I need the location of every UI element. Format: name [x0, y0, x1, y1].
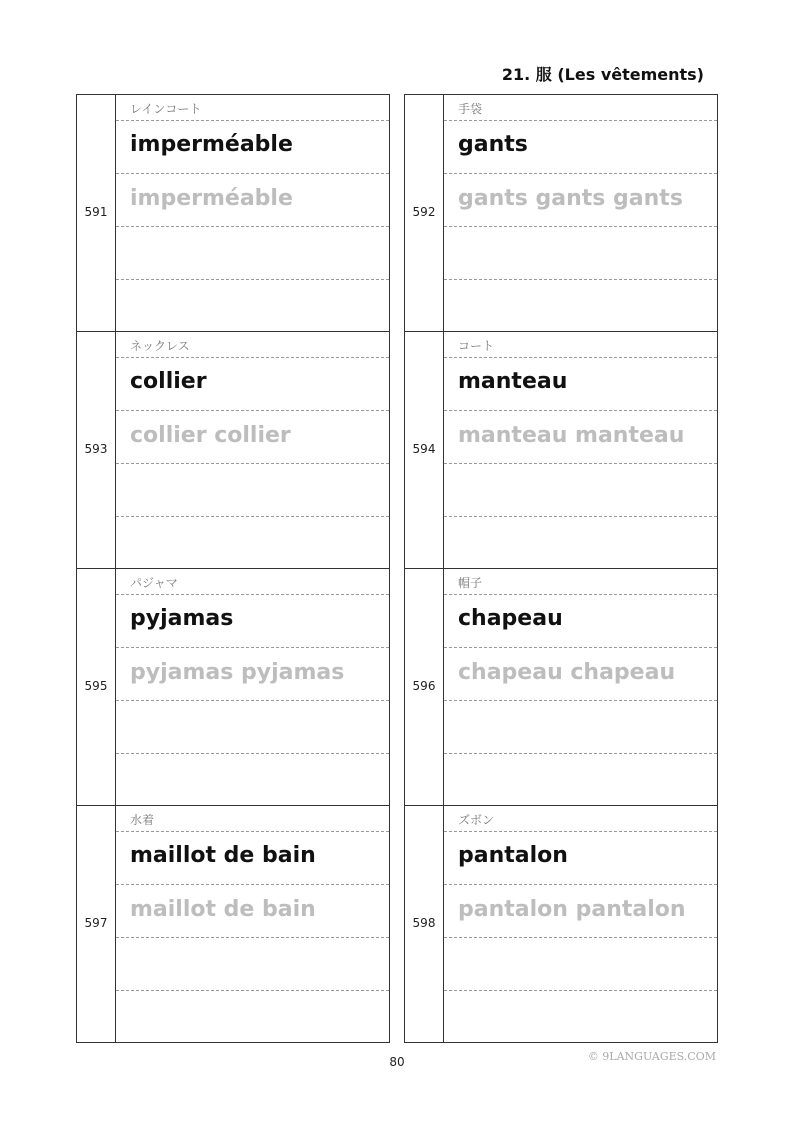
- right-column: [404, 94, 718, 1043]
- writing-line: [444, 227, 717, 280]
- writing-line: [116, 227, 389, 280]
- japanese-hint: 帽子: [458, 576, 483, 590]
- writing-line: [116, 991, 389, 1044]
- japanese-hint: パジャマ: [130, 576, 178, 590]
- vocab-entry: [77, 569, 389, 806]
- vocab-entry: [77, 95, 389, 332]
- entry-number: 594: [412, 442, 436, 456]
- writing-line: [444, 517, 717, 570]
- entry-number: 591: [84, 205, 108, 219]
- page-number: 80: [389, 1055, 405, 1069]
- writing-line: [116, 754, 389, 807]
- writing-line: [116, 464, 389, 517]
- writing-line: [116, 280, 389, 333]
- writing-line: [444, 280, 717, 333]
- japanese-hint: ズボン: [458, 813, 495, 827]
- entry-number: 598: [412, 916, 436, 930]
- page-title: 21. 服 (Les vêtements): [501, 65, 704, 84]
- trace-word: chapeau chapeau: [458, 660, 676, 685]
- vocab-entry: [405, 806, 717, 1043]
- french-word: imperméable: [130, 132, 293, 157]
- vocab-entry: [405, 569, 717, 806]
- vocab-entry: [77, 806, 389, 1043]
- japanese-hint: レインコート: [130, 102, 202, 116]
- trace-word: maillot de bain: [130, 897, 316, 922]
- french-word: maillot de bain: [130, 843, 316, 868]
- writing-line: [444, 464, 717, 517]
- copyright-notice: © 9LANGUAGES.COM: [587, 1050, 716, 1063]
- japanese-hint: コート: [458, 339, 495, 353]
- trace-word: collier collier: [130, 423, 291, 448]
- trace-word: pantalon pantalon: [458, 897, 686, 922]
- trace-word: manteau manteau: [458, 423, 685, 448]
- vocab-entry: [77, 332, 389, 569]
- vocab-entry: [405, 332, 717, 569]
- writing-line: [444, 754, 717, 807]
- japanese-hint: 水着: [130, 813, 155, 827]
- vocab-entry: [405, 95, 717, 332]
- writing-line: [116, 938, 389, 991]
- french-word: pyjamas: [130, 606, 234, 631]
- french-word: collier: [130, 369, 207, 394]
- trace-word: gants gants gants: [458, 186, 683, 211]
- entry-number: 596: [412, 679, 436, 693]
- japanese-hint: 手袋: [458, 102, 483, 116]
- trace-word: imperméable: [130, 186, 293, 211]
- trace-word: pyjamas pyjamas: [130, 660, 345, 685]
- writing-line: [116, 701, 389, 754]
- entry-number: 593: [84, 442, 108, 456]
- writing-line: [444, 701, 717, 754]
- writing-line: [116, 517, 389, 570]
- french-word: manteau: [458, 369, 568, 394]
- writing-line: [444, 991, 717, 1044]
- entry-number: 597: [84, 916, 108, 930]
- left-column: [76, 94, 390, 1043]
- entry-number: 592: [412, 205, 436, 219]
- entry-number: 595: [84, 679, 108, 693]
- japanese-hint: ネックレス: [130, 339, 190, 353]
- french-word: gants: [458, 132, 528, 157]
- french-word: chapeau: [458, 606, 563, 631]
- writing-line: [444, 938, 717, 991]
- french-word: pantalon: [458, 843, 568, 868]
